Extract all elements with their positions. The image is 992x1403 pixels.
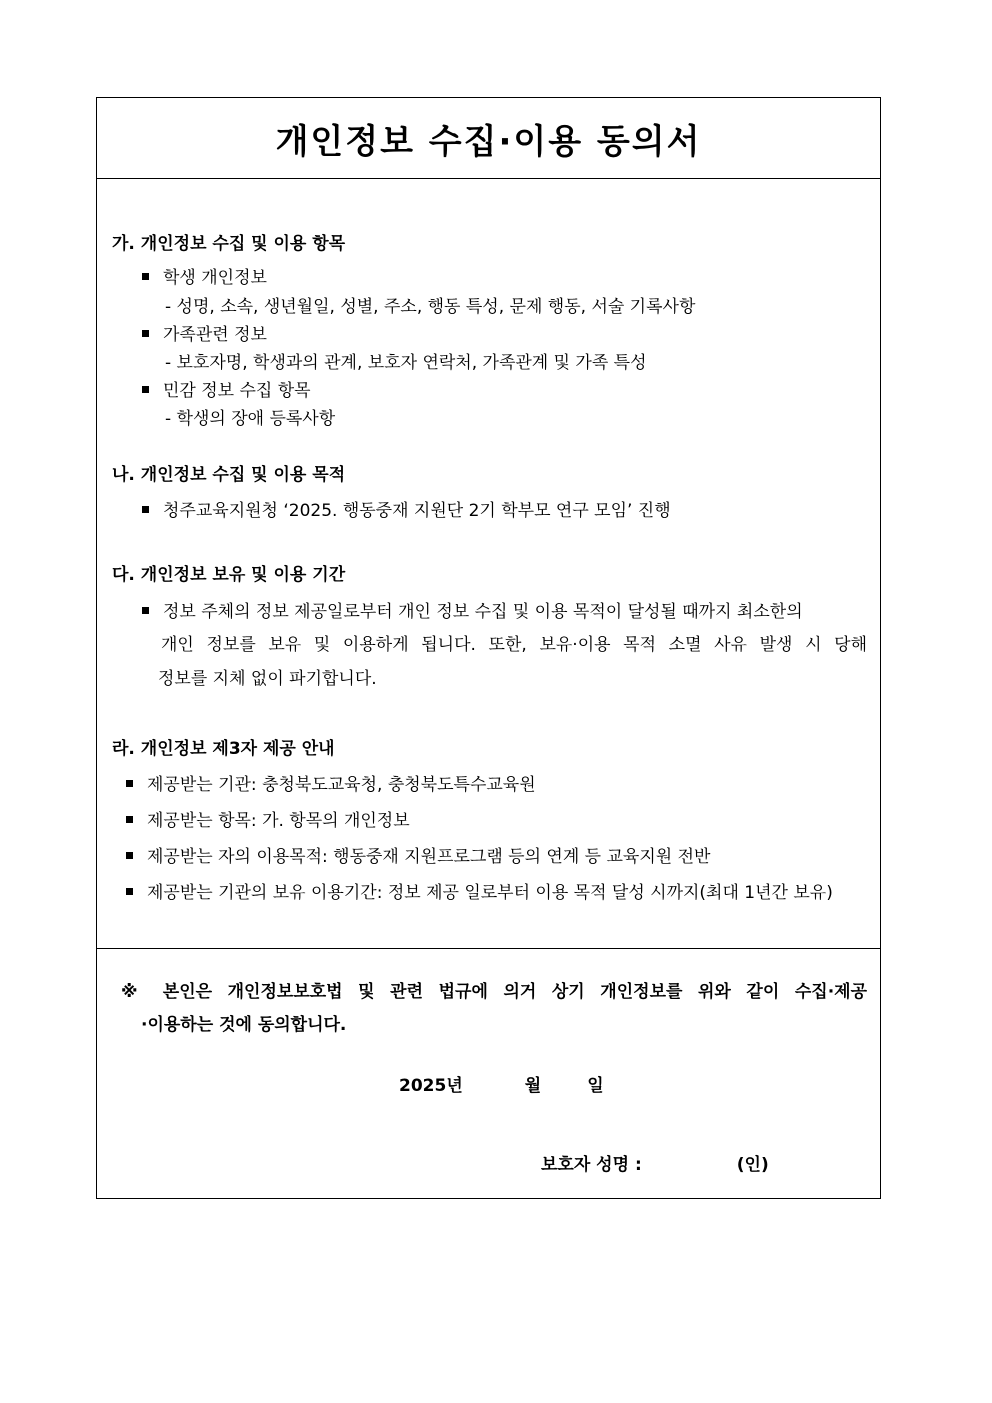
consent-notice-line-2: ·이용하는 것에 동의합니다. xyxy=(141,1015,347,1035)
guardian-name-label: 보호자 성명 : xyxy=(541,1155,642,1175)
section-c-line-2: 개인 정보를 보유 및 이용하게 됩니다. 또한, 보유·이용 목적 소멸 사유 발생 시 당해 xyxy=(161,635,867,655)
section-a-item-2-detail: - 보호자명, 학생과의 관계, 보호자 연락처, 가족관계 및 가족 특성 xyxy=(165,353,647,373)
section-d-item-1: 제공받는 기관: 충청북도교육청, 충청북도특수교육원 xyxy=(147,775,536,795)
section-c-heading: 다. 개인정보 보유 및 이용 기간 xyxy=(112,565,346,585)
page-title: 개인정보 수집·이용 동의서 xyxy=(275,121,702,162)
bullet-icon xyxy=(126,780,133,787)
section-d-item-3: 제공받는 자의 이용목적: 행동중재 지원프로그램 등의 연계 등 교육지원 전반 xyxy=(147,847,711,867)
section-a-item-2-label: 가족관련 정보 xyxy=(163,325,267,345)
bullet-icon xyxy=(142,273,149,280)
seal-mark: (인) xyxy=(736,1155,769,1175)
form-body xyxy=(97,179,880,949)
date-day: 일 xyxy=(587,1076,604,1096)
section-b-heading: 나. 개인정보 수집 및 이용 목적 xyxy=(112,465,346,485)
bullet-icon xyxy=(142,330,149,337)
bullet-icon xyxy=(126,888,133,895)
section-a-heading: 가. 개인정보 수집 및 이용 항목 xyxy=(112,234,346,254)
signature-row xyxy=(541,1150,769,1175)
bullet-icon xyxy=(142,386,149,393)
list-item xyxy=(126,770,536,795)
section-c-line-1: 정보 주체의 정보 제공일로부터 개인 정보 수집 및 이용 목적이 달성될 때까지 최소한의 xyxy=(163,602,803,622)
list-item xyxy=(142,496,671,521)
consent-form xyxy=(96,97,881,1199)
section-a-item-1-label: 학생 개인정보 xyxy=(163,268,267,288)
list-item xyxy=(142,597,803,622)
section-d-heading: 라. 개인정보 제3자 제공 안내 xyxy=(112,739,335,759)
section-b-item: 청주교육지원청 ‘2025. 행동중재 지원단 2기 학부모 연구 모임’ 진행 xyxy=(163,501,671,521)
bullet-icon xyxy=(126,816,133,823)
list-item xyxy=(126,806,410,831)
list-item xyxy=(126,878,833,903)
date-row xyxy=(399,1071,604,1096)
consent-notice-line-1: ※ 본인은 개인정보보호법 및 관련 법규에 의거 상기 개인정보를 위와 같이 수집·제공 xyxy=(121,982,867,1002)
section-c-line-3: 정보를 지체 없이 파기합니다. xyxy=(158,669,377,689)
list-item xyxy=(142,376,311,401)
list-item xyxy=(142,320,267,345)
section-a-item-1-detail: - 성명, 소속, 생년월일, 성별, 주소, 행동 특성, 문제 행동, 서술 기록사항 xyxy=(165,297,696,317)
section-d-item-2: 제공받는 항목: 가. 항목의 개인정보 xyxy=(147,811,410,831)
bullet-icon xyxy=(142,506,149,513)
date-year: 2025년 xyxy=(399,1076,463,1096)
list-item xyxy=(126,842,710,867)
bullet-icon xyxy=(142,607,149,614)
section-a-item-3-detail: - 학생의 장애 등록사항 xyxy=(165,409,336,429)
bullet-icon xyxy=(126,852,133,859)
section-d-item-4: 제공받는 기관의 보유 이용기간: 정보 제공 일로부터 이용 목적 달성 시까지(최대 1년간 보유) xyxy=(147,883,833,903)
title-row xyxy=(97,98,880,179)
date-month: 월 xyxy=(524,1076,542,1096)
section-a-item-3-label: 민감 정보 수집 항목 xyxy=(163,381,311,401)
consent-footer xyxy=(97,949,880,1200)
list-item xyxy=(142,263,267,288)
